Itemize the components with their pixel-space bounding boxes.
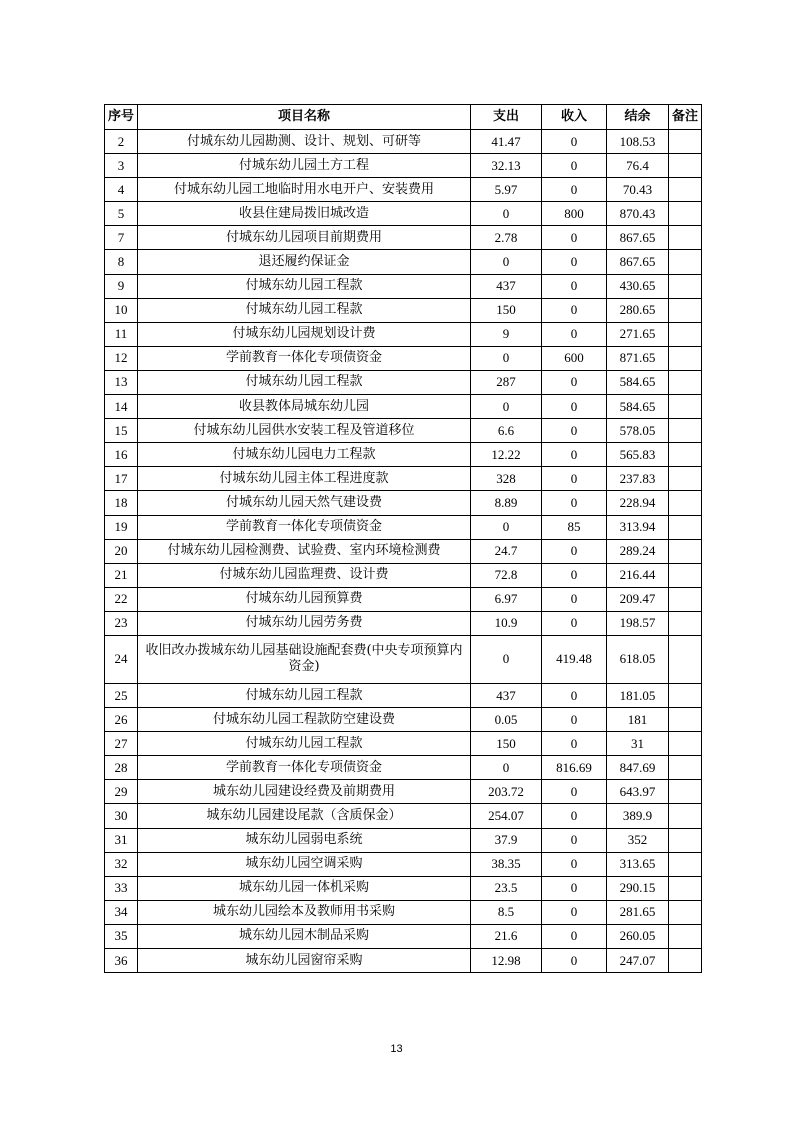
cell-remarks	[669, 491, 702, 515]
table-row	[105, 443, 702, 467]
table-row	[105, 924, 702, 948]
table-row	[105, 804, 702, 828]
cell-index: 8	[105, 250, 138, 274]
table-row	[105, 876, 702, 900]
cell-balance: 260.05	[607, 924, 669, 948]
table-row	[105, 683, 702, 707]
cell-remarks	[669, 683, 702, 707]
cell-income: 0	[542, 924, 607, 948]
cell-remarks	[669, 154, 702, 178]
cell-expense: 0	[471, 346, 542, 370]
cell-remarks	[669, 563, 702, 587]
cell-income: 600	[542, 346, 607, 370]
cell-balance: 871.65	[607, 346, 669, 370]
cell-balance: 216.44	[607, 563, 669, 587]
table-row	[105, 370, 702, 394]
cell-item-name: 收旧改办拨城东幼儿园基础设施配套费(中央专项预算内资金)	[138, 635, 471, 683]
cell-index: 11	[105, 322, 138, 346]
cell-income: 0	[542, 900, 607, 924]
cell-index: 19	[105, 515, 138, 539]
cell-item-name: 城东幼儿园空调采购	[138, 852, 471, 876]
cell-balance: 643.97	[607, 780, 669, 804]
cell-index: 26	[105, 708, 138, 732]
cell-expense: 2.78	[471, 226, 542, 250]
cell-item-name: 城东幼儿园建设尾款（含质保金）	[138, 804, 471, 828]
cell-index: 14	[105, 395, 138, 419]
cell-item-name: 付城东幼儿园规划设计费	[138, 322, 471, 346]
cell-balance: 313.94	[607, 515, 669, 539]
cell-item-name: 付城东幼儿园天然气建设费	[138, 491, 471, 515]
header-balance: 结余	[607, 105, 669, 130]
cell-remarks	[669, 611, 702, 635]
cell-expense: 437	[471, 683, 542, 707]
cell-remarks	[669, 780, 702, 804]
cell-item-name: 城东幼儿园绘本及教师用书采购	[138, 900, 471, 924]
cell-income: 0	[542, 587, 607, 611]
cell-item-name: 收县住建局拨旧城改造	[138, 202, 471, 226]
cell-item-name: 付城东幼儿园劳务费	[138, 611, 471, 635]
table-row	[105, 515, 702, 539]
cell-item-name: 付城东幼儿园工地临时用水电开户、安装费用	[138, 178, 471, 202]
cell-item-name: 付城东幼儿园工程款	[138, 370, 471, 394]
cell-expense: 287	[471, 370, 542, 394]
cell-item-name: 付城东幼儿园勘测、设计、规划、可研等	[138, 130, 471, 154]
cell-expense: 437	[471, 274, 542, 298]
cell-income: 0	[542, 683, 607, 707]
cell-expense: 37.9	[471, 828, 542, 852]
table-row	[105, 202, 702, 226]
cell-balance: 352	[607, 828, 669, 852]
cell-income: 0	[542, 443, 607, 467]
cell-balance: 430.65	[607, 274, 669, 298]
cell-income: 0	[542, 395, 607, 419]
cell-income: 0	[542, 804, 607, 828]
table-row	[105, 756, 702, 780]
table-row	[105, 491, 702, 515]
cell-remarks	[669, 274, 702, 298]
cell-expense: 0	[471, 250, 542, 274]
cell-remarks	[669, 635, 702, 683]
cell-income: 0	[542, 250, 607, 274]
cell-income: 0	[542, 322, 607, 346]
cell-item-name: 付城东幼儿园电力工程款	[138, 443, 471, 467]
cell-index: 20	[105, 539, 138, 563]
table-row	[105, 130, 702, 154]
cell-item-name: 退还履约保证金	[138, 250, 471, 274]
cell-balance: 281.65	[607, 900, 669, 924]
cell-income: 0	[542, 852, 607, 876]
cell-income: 800	[542, 202, 607, 226]
table-row	[105, 298, 702, 322]
cell-balance: 31	[607, 732, 669, 756]
cell-expense: 150	[471, 732, 542, 756]
table-row	[105, 587, 702, 611]
cell-remarks	[669, 756, 702, 780]
cell-remarks	[669, 226, 702, 250]
cell-index: 27	[105, 732, 138, 756]
table-row	[105, 852, 702, 876]
cell-balance: 313.65	[607, 852, 669, 876]
cell-balance: 181	[607, 708, 669, 732]
cell-index: 12	[105, 346, 138, 370]
cell-balance: 280.65	[607, 298, 669, 322]
cell-expense: 24.7	[471, 539, 542, 563]
page-number: 13	[390, 1043, 403, 1055]
cell-item-name: 付城东幼儿园预算费	[138, 587, 471, 611]
table-row	[105, 708, 702, 732]
header-index: 序号	[105, 105, 138, 130]
cell-balance: 584.65	[607, 395, 669, 419]
table-row	[105, 226, 702, 250]
table-row	[105, 949, 702, 973]
cell-balance: 198.57	[607, 611, 669, 635]
cell-expense: 32.13	[471, 154, 542, 178]
cell-item-name: 付城东幼儿园供水安装工程及管道移位	[138, 419, 471, 443]
header-item-name: 项目名称	[138, 105, 471, 130]
cell-expense: 328	[471, 467, 542, 491]
cell-balance: 237.83	[607, 467, 669, 491]
cell-item-name: 付城东幼儿园土方工程	[138, 154, 471, 178]
cell-remarks	[669, 346, 702, 370]
cell-remarks	[669, 178, 702, 202]
cell-item-name: 城东幼儿园窗帘采购	[138, 949, 471, 973]
cell-index: 34	[105, 900, 138, 924]
table-row	[105, 322, 702, 346]
cell-balance: 209.47	[607, 587, 669, 611]
cell-income: 0	[542, 708, 607, 732]
cell-remarks	[669, 130, 702, 154]
cell-remarks	[669, 804, 702, 828]
ledger-body	[105, 130, 702, 973]
cell-index: 16	[105, 443, 138, 467]
header-expense: 支出	[471, 105, 542, 130]
cell-index: 13	[105, 370, 138, 394]
cell-index: 22	[105, 587, 138, 611]
cell-expense: 254.07	[471, 804, 542, 828]
cell-remarks	[669, 900, 702, 924]
cell-income: 0	[542, 370, 607, 394]
cell-remarks	[669, 298, 702, 322]
cell-expense: 0	[471, 515, 542, 539]
cell-item-name: 付城东幼儿园监理费、设计费	[138, 563, 471, 587]
cell-expense: 41.47	[471, 130, 542, 154]
cell-balance: 578.05	[607, 419, 669, 443]
cell-item-name: 付城东幼儿园工程款防空建设费	[138, 708, 471, 732]
table-row	[105, 563, 702, 587]
cell-balance: 271.65	[607, 322, 669, 346]
cell-index: 25	[105, 683, 138, 707]
cell-income: 0	[542, 611, 607, 635]
cell-balance: 870.43	[607, 202, 669, 226]
cell-index: 18	[105, 491, 138, 515]
cell-income: 0	[542, 780, 607, 804]
cell-remarks	[669, 202, 702, 226]
cell-balance: 618.05	[607, 635, 669, 683]
cell-expense: 21.6	[471, 924, 542, 948]
cell-remarks	[669, 419, 702, 443]
cell-expense: 5.97	[471, 178, 542, 202]
cell-balance: 108.53	[607, 130, 669, 154]
ledger-table	[104, 104, 702, 973]
cell-item-name: 城东幼儿园弱电系统	[138, 828, 471, 852]
cell-remarks	[669, 708, 702, 732]
cell-index: 15	[105, 419, 138, 443]
cell-item-name: 收县教体局城东幼儿园	[138, 395, 471, 419]
table-row	[105, 250, 702, 274]
cell-income: 0	[542, 178, 607, 202]
cell-expense: 9	[471, 322, 542, 346]
cell-index: 24	[105, 635, 138, 683]
cell-income: 85	[542, 515, 607, 539]
cell-income: 0	[542, 274, 607, 298]
cell-remarks	[669, 876, 702, 900]
cell-remarks	[669, 924, 702, 948]
table-row	[105, 419, 702, 443]
cell-expense: 8.89	[471, 491, 542, 515]
cell-expense: 203.72	[471, 780, 542, 804]
cell-item-name: 学前教育一体化专项债资金	[138, 756, 471, 780]
table-row	[105, 780, 702, 804]
table-row	[105, 395, 702, 419]
cell-expense: 12.98	[471, 949, 542, 973]
cell-income: 0	[542, 226, 607, 250]
table-row	[105, 154, 702, 178]
table-row	[105, 539, 702, 563]
cell-remarks	[669, 370, 702, 394]
cell-index: 29	[105, 780, 138, 804]
cell-remarks	[669, 539, 702, 563]
cell-item-name: 付城东幼儿园主体工程进度款	[138, 467, 471, 491]
cell-income: 0	[542, 732, 607, 756]
cell-index: 33	[105, 876, 138, 900]
cell-index: 4	[105, 178, 138, 202]
cell-expense: 8.5	[471, 900, 542, 924]
header-income: 收入	[542, 105, 607, 130]
cell-item-name: 付城东幼儿园检测费、试验费、室内环境检测费	[138, 539, 471, 563]
cell-item-name: 付城东幼儿园工程款	[138, 298, 471, 322]
cell-remarks	[669, 949, 702, 973]
header-row	[105, 105, 702, 130]
cell-item-name: 付城东幼儿园项目前期费用	[138, 226, 471, 250]
cell-income: 0	[542, 154, 607, 178]
cell-income: 0	[542, 828, 607, 852]
cell-expense: 150	[471, 298, 542, 322]
table-row	[105, 611, 702, 635]
cell-income: 0	[542, 467, 607, 491]
cell-index: 5	[105, 202, 138, 226]
cell-item-name: 城东幼儿园一体机采购	[138, 876, 471, 900]
cell-index: 7	[105, 226, 138, 250]
cell-balance: 867.65	[607, 250, 669, 274]
cell-balance: 584.65	[607, 370, 669, 394]
cell-item-name: 学前教育一体化专项债资金	[138, 515, 471, 539]
cell-index: 23	[105, 611, 138, 635]
cell-balance: 289.24	[607, 539, 669, 563]
cell-index: 10	[105, 298, 138, 322]
cell-income: 0	[542, 949, 607, 973]
cell-remarks	[669, 828, 702, 852]
table-row	[105, 274, 702, 298]
cell-balance: 290.15	[607, 876, 669, 900]
cell-expense: 0	[471, 635, 542, 683]
cell-index: 32	[105, 852, 138, 876]
cell-balance: 70.43	[607, 178, 669, 202]
cell-remarks	[669, 395, 702, 419]
cell-income: 419.48	[542, 635, 607, 683]
header-remarks: 备注	[669, 105, 702, 130]
cell-balance: 565.83	[607, 443, 669, 467]
table-row	[105, 467, 702, 491]
table-row	[105, 635, 702, 683]
cell-remarks	[669, 322, 702, 346]
cell-remarks	[669, 732, 702, 756]
cell-item-name: 付城东幼儿园工程款	[138, 732, 471, 756]
cell-expense: 0	[471, 756, 542, 780]
cell-expense: 0	[471, 395, 542, 419]
table-row	[105, 828, 702, 852]
cell-item-name: 付城东幼儿园工程款	[138, 274, 471, 298]
cell-balance: 228.94	[607, 491, 669, 515]
cell-income: 0	[542, 491, 607, 515]
cell-index: 36	[105, 949, 138, 973]
cell-index: 30	[105, 804, 138, 828]
cell-expense: 0.05	[471, 708, 542, 732]
cell-index: 31	[105, 828, 138, 852]
cell-balance: 247.07	[607, 949, 669, 973]
table-row	[105, 346, 702, 370]
cell-expense: 6.97	[471, 587, 542, 611]
cell-expense: 6.6	[471, 419, 542, 443]
cell-balance: 867.65	[607, 226, 669, 250]
cell-expense: 0	[471, 202, 542, 226]
cell-expense: 38.35	[471, 852, 542, 876]
cell-item-name: 城东幼儿园木制品采购	[138, 924, 471, 948]
cell-income: 0	[542, 563, 607, 587]
cell-item-name: 学前教育一体化专项债资金	[138, 346, 471, 370]
cell-income: 816.69	[542, 756, 607, 780]
cell-remarks	[669, 467, 702, 491]
cell-index: 2	[105, 130, 138, 154]
cell-income: 0	[542, 419, 607, 443]
cell-expense: 23.5	[471, 876, 542, 900]
table-row	[105, 732, 702, 756]
cell-expense: 10.9	[471, 611, 542, 635]
cell-income: 0	[542, 298, 607, 322]
cell-index: 9	[105, 274, 138, 298]
cell-balance: 76.4	[607, 154, 669, 178]
cell-index: 3	[105, 154, 138, 178]
cell-balance: 847.69	[607, 756, 669, 780]
cell-remarks	[669, 443, 702, 467]
cell-remarks	[669, 515, 702, 539]
cell-remarks	[669, 852, 702, 876]
table-row	[105, 900, 702, 924]
cell-remarks	[669, 250, 702, 274]
cell-index: 17	[105, 467, 138, 491]
cell-item-name: 付城东幼儿园工程款	[138, 683, 471, 707]
cell-remarks	[669, 587, 702, 611]
cell-income: 0	[542, 539, 607, 563]
cell-index: 28	[105, 756, 138, 780]
cell-index: 35	[105, 924, 138, 948]
cell-income: 0	[542, 130, 607, 154]
cell-expense: 12.22	[471, 443, 542, 467]
cell-index: 21	[105, 563, 138, 587]
cell-income: 0	[542, 876, 607, 900]
cell-balance: 389.9	[607, 804, 669, 828]
table-row	[105, 178, 702, 202]
cell-item-name: 城东幼儿园建设经费及前期费用	[138, 780, 471, 804]
cell-expense: 72.8	[471, 563, 542, 587]
cell-balance: 181.05	[607, 683, 669, 707]
